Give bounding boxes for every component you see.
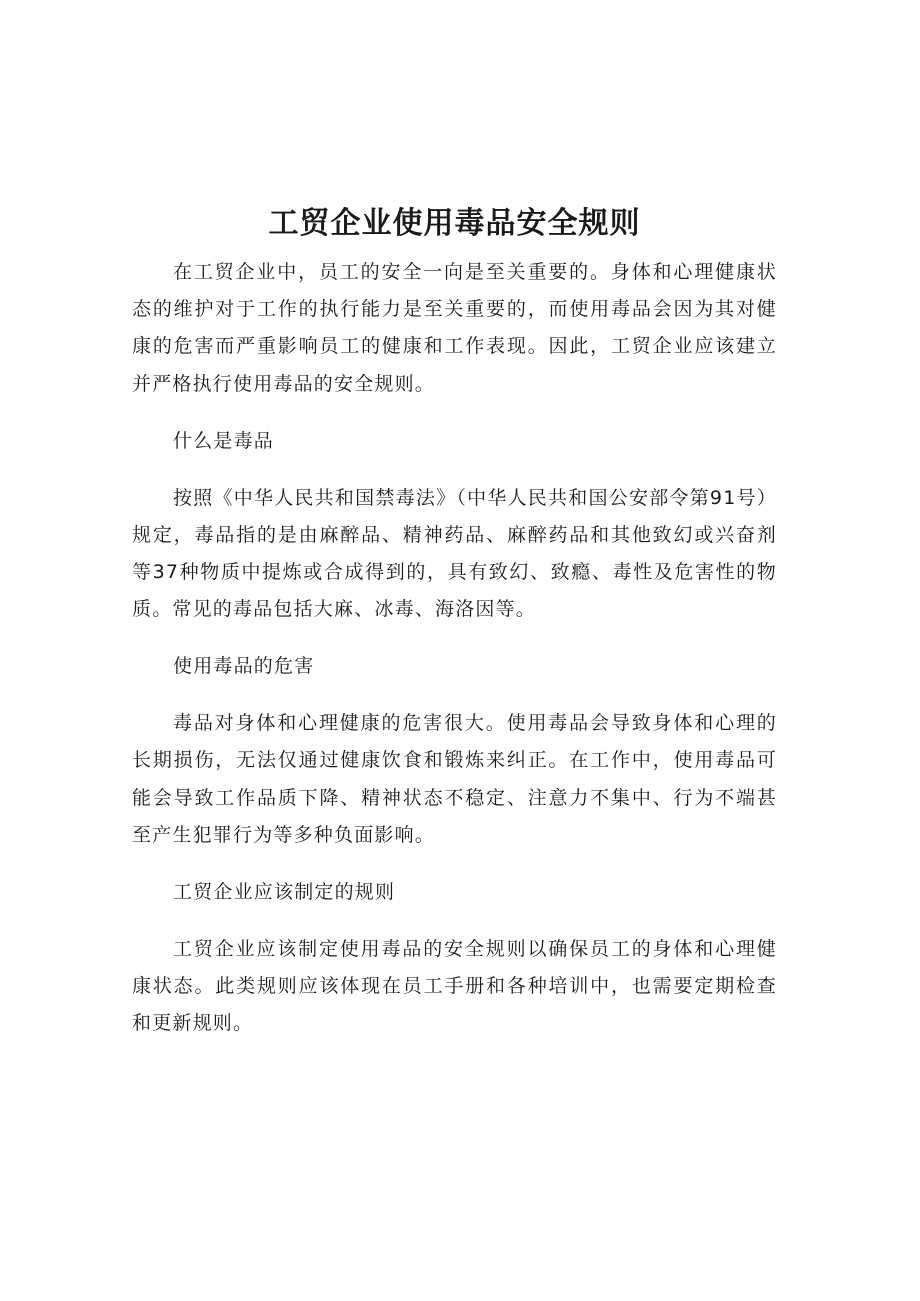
document-title: 工贸企业使用毒品安全规则 bbox=[268, 206, 641, 241]
intro-paragraph: 在工贸企业中，员工的安全一向是至关重要的。身体和心理健康状态的维护对于工作的执行能力是至关重要的，而使用毒品会因为其对健康的危害而严重影响员工的健康和工作表现。因此，工贸企业应该建立并严格执行使用毒品的安全规则。 bbox=[132, 261, 777, 395]
section-heading-harms: 使用毒品的危害 bbox=[173, 655, 315, 678]
section-paragraph-rules: 工贸企业应该制定使用毒品的安全规则以确保员工的身体和心理健康状态。此类规则应该体现在员工手册和各种培训中，也需要定期检查和更新规则。 bbox=[132, 937, 777, 1035]
section-heading-what-is-drugs: 什么是毒品 bbox=[173, 429, 275, 452]
document-body bbox=[132, 254, 777, 1042]
section-paragraph-what-is-drugs: 按照《中华人民共和国禁毒法》（中华人民共和国公安部令第91号）规定，毒品指的是由麻醉品、精神药品、麻醉药品和其他致幻或兴奋剂等37种物质中提炼或合成得到的，具有致幻、致瘾、毒性及危害性的物质。常见的毒品包括大麻、冰毒、海洛因等。 bbox=[132, 486, 777, 621]
section-heading-rules: 工贸企业应该制定的规则 bbox=[173, 880, 396, 903]
section-paragraph-harms: 毒品对身体和心理健康的危害很大。使用毒品会导致身体和心理的长期损伤，无法仅通过健康饮食和锻炼来纠正。在工作中，使用毒品可能会导致工作品质下降、精神状态不稳定、注意力不集中、行为不端甚至产生犯罪行为等多种负面影响。 bbox=[132, 712, 777, 846]
